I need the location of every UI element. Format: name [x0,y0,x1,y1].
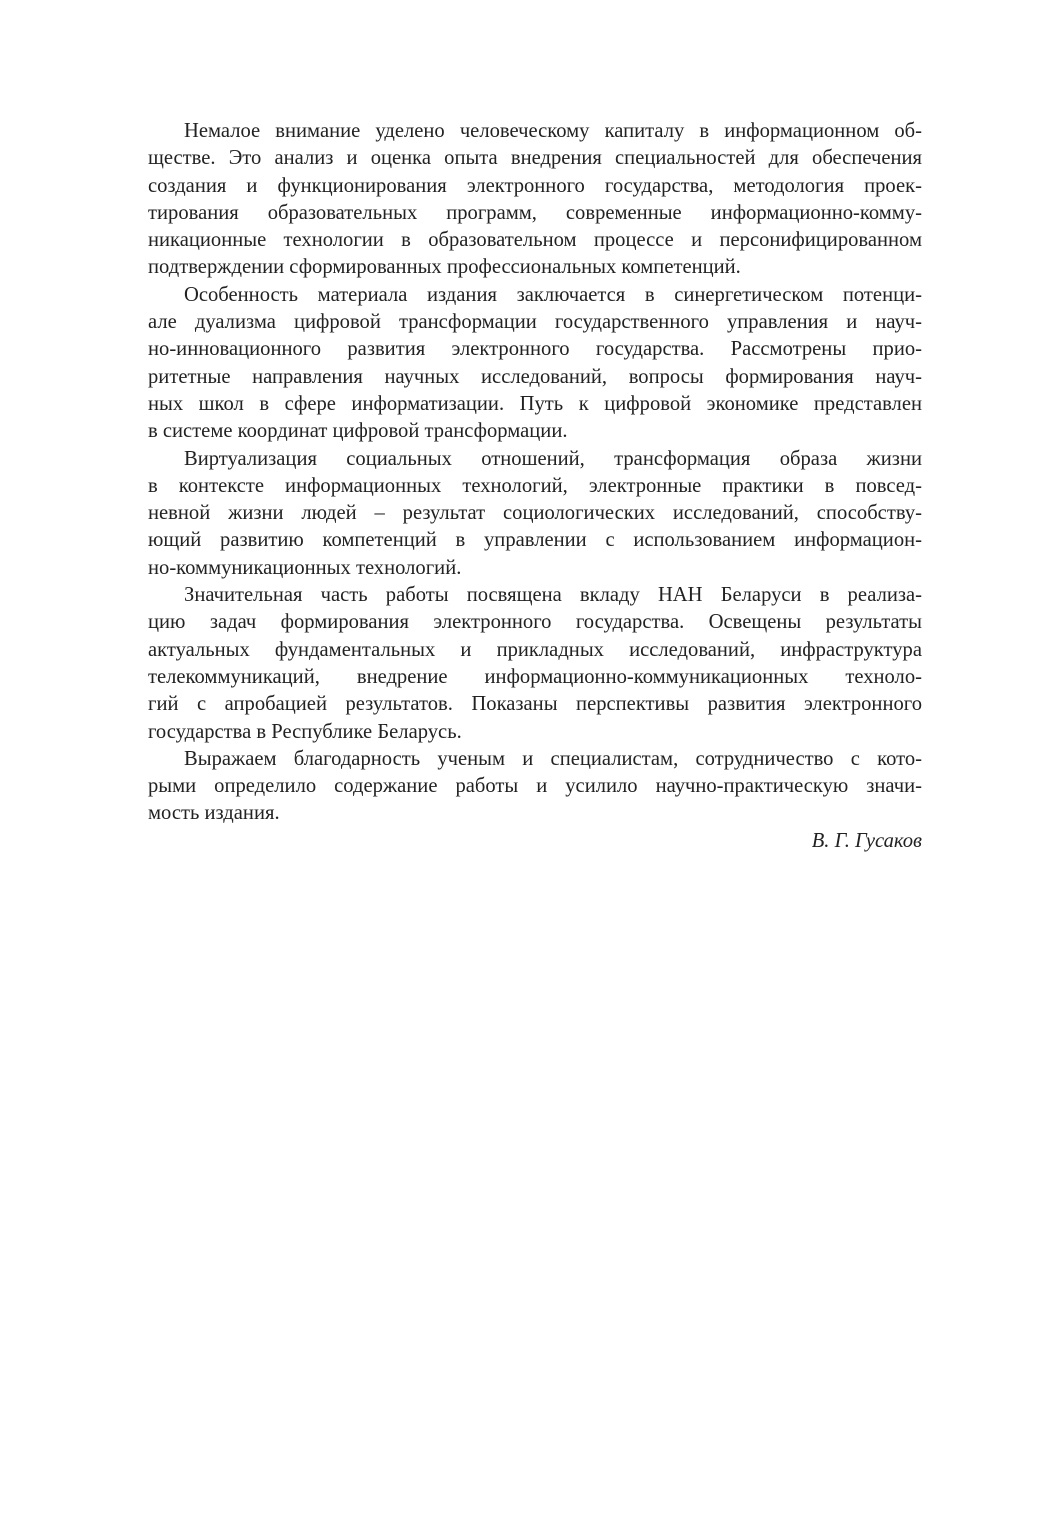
paragraph-line: гий с апробацией результатов. Показаны перспективы развития электронного [148,693,922,716]
paragraph-line: невной жизни людей – результат социологических исследований, способству- [148,502,922,525]
paragraph-line: ющий развитию компетенций в управлении с использованием информацион- [148,529,922,552]
paragraph-line: Выражаем благодарность ученым и специалистам, сотрудничество с кото- [184,747,922,770]
paragraph-line: Виртуализация социальных отношений, трансформация образа жизни [184,447,922,470]
paragraph-line: в системе координат цифровой трансформации. [148,420,568,443]
paragraph-nas-contribution [148,582,922,746]
paragraph-line: ных школ в сфере информатизации. Путь к цифровой экономике представлен [148,392,922,415]
paragraph-synergy [148,282,922,446]
paragraph-gratitude [148,746,922,828]
paragraph-line: никационные технологии в образовательном процессе и персонифицированном [148,229,922,252]
paragraph-line: мость издания. [148,802,280,825]
paragraph-line: создания и функционирования электронного государства, методология проек- [148,174,922,197]
paragraph-line: ритетные направления научных исследований, вопросы формирования науч- [148,365,922,388]
paragraph-line: цию задач формирования электронного государства. Освещены результаты [148,611,922,634]
paragraph-virtualization [148,446,922,582]
paragraph-line: рыми определило содержание работы и усилило научно-практическую значи- [148,775,922,798]
paragraph-line: тирования образовательных программ, современные информационно-комму- [148,201,922,224]
paragraph-line: Немалое внимание уделено человеческому капиталу в информационном об- [184,120,922,142]
paragraph-line: но-коммуникационных технологий. [148,556,462,579]
paragraph-line: ществе. Это анализ и оценка опыта внедрения специальностей для обеспечения [148,147,922,170]
body-text [148,118,922,855]
paragraph-line: но-инновационного развития электронного государства. Рассмотрены прио- [148,338,922,361]
paragraph-line: Особенность материала издания заключается в синергетическом потенци- [184,283,922,306]
paragraph-line: актуальных фундаментальных и прикладных исследований, инфраструктура [148,638,922,661]
paragraph-line: в контексте информационных технологий, электронные практики в повсед- [148,474,922,497]
paragraph-line: государства в Республике Беларусь. [148,720,462,743]
paragraph-line: Значительная часть работы посвящена вкладу НАН Беларуси в реализа- [184,584,922,607]
author-signature: В. Г. Гусаков [811,829,922,852]
paragraph-line: але дуализма цифровой трансформации государственного управления и науч- [148,311,922,334]
paragraph-line: телекоммуникаций, внедрение информационно-коммуникационных техноло- [148,665,922,688]
paragraph-line: подтверждении сформированных профессиональных компетенций. [148,256,741,279]
paragraph-human-capital [148,118,922,282]
